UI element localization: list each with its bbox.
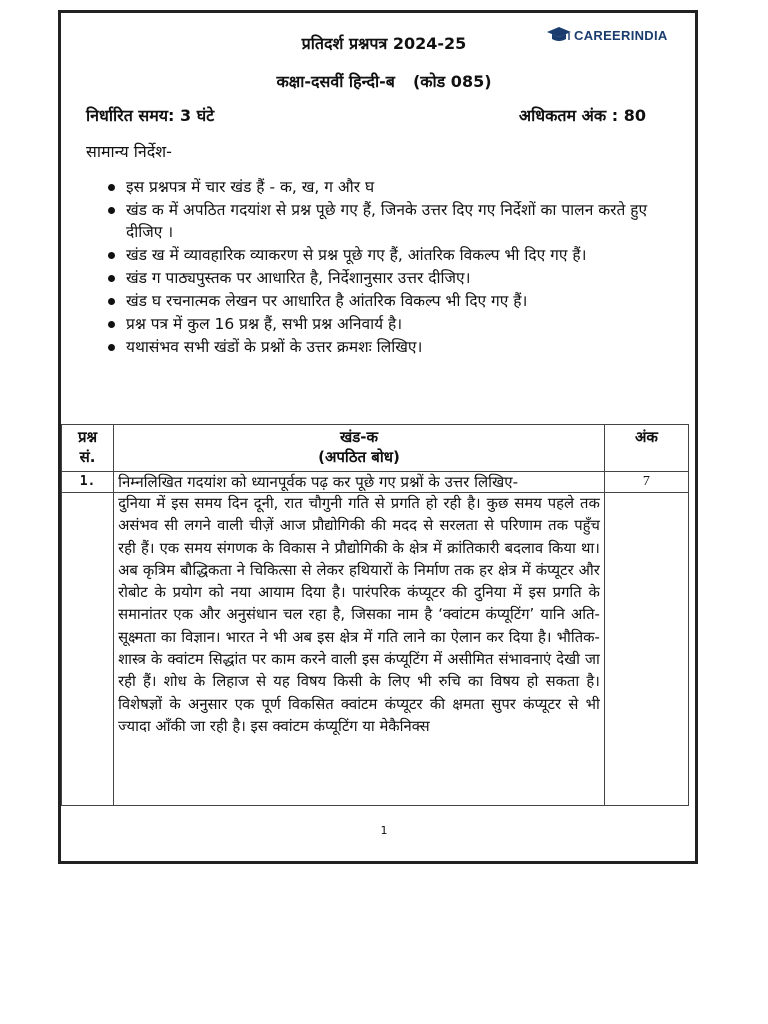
question-number: 1. — [62, 472, 114, 493]
passage-text: दुनिया में इस समय दिन दूनी, रात चौगुनी गति से प्रगति हो रही है। कुछ समय पहले तक असंभव सी लगने वाली चीज़ें आज प्रौद्योगिकी की मदद से सरलता से परिणाम तक पहुँच रही हैं। एक समय संगणक के विकास ने प्रौद्योगिकी के क्षेत्र में क्रांतिकारी बदलाव किया था। अब कृत्रिम बौद्धिकता ने चिकित्सा से लेकर हथियारों के निर्माण तक हर क्षेत्र में कंप्यूटर और रोबोट के प्रयोग को नया आयाम दिया है। पारंपरिक कंप्यूटर की दुनिया में इस प्रगति के समानांतर एक और अनुसंधान चल रहा है, जिसका नाम है ‘क्वांटम कंप्यूटिंग’ यानि अति-सूक्ष्मता का विज्ञान। भारत ने भी अब इस क्षेत्र में गति लाने का ऐलान कर दिया है। भौतिक-शास्त्र के क्वांटम सिद्धांत पर काम करने वाली इस कंप्यूटिंग में असीमित संभावनाएं देखी जा रही हैं। शोध के लिहाज से यह विषय किसी के लिए भी रुचि का विषय हो सकता है। विशेषज्ञों के अनुसार एक पूर्ण विकसित क्वांटम कंप्यूटर की क्षमता सुपर कंप्यूटर से भी ज्यादा आँकी जा रही है। इस क्वांटम कंप्यूटिंग या मेकैनिक्स — [114, 493, 605, 806]
section-subtitle: (अपठित बोध) — [318, 448, 400, 466]
general-instructions-heading: सामान्य निर्देश- — [86, 142, 172, 161]
table-row — [62, 493, 689, 806]
instruction-item: खंड ग पाठ्यपुस्तक पर आधारित है, निर्देशानुसार उत्तर दीजिए। — [106, 267, 654, 289]
empty-cell — [62, 493, 114, 806]
question-number-header-line1: प्रश्न — [77, 428, 98, 446]
instructions-list — [106, 176, 654, 359]
instruction-item: यथासंभव सभी खंडों के प्रश्नों के उत्तर क्रमशः लिखिए। — [106, 336, 654, 358]
question-table — [61, 424, 689, 806]
marks-header: अंक — [604, 425, 688, 472]
max-marks: अधिकतम अंक : 80 — [518, 106, 646, 125]
class-subject: कक्षा-दसवीं हिन्दी-ब — [276, 72, 395, 91]
page-number: 1 — [380, 824, 388, 837]
paper-title: प्रतिदर्श प्रश्नपत्र 2024-25 — [301, 34, 467, 53]
time-allowed: निर्धारित समय: 3 घंटे — [86, 106, 215, 125]
time-marks-row — [86, 104, 646, 126]
question-number-header — [62, 425, 114, 472]
question-text: निम्नलिखित गदयांश को ध्यानपूर्वक पढ़ कर पूछे गए प्रश्नों के उत्तर लिखिए- — [114, 472, 605, 493]
subject-code: (कोड 085) — [412, 72, 492, 91]
table-header-row — [62, 425, 689, 472]
section-title: खंड-क — [339, 428, 378, 446]
table-row — [62, 472, 689, 493]
section-header — [114, 425, 605, 472]
question-marks: 7 — [604, 472, 688, 493]
question-number-header-line2: सं. — [79, 448, 96, 466]
instruction-item: इस प्रश्नपत्र में चार खंड हैं - क, ख, ग और घ — [106, 176, 654, 198]
logo-text: CAREERINDIA — [574, 27, 668, 43]
instruction-item: प्रश्न पत्र में कुल 16 प्रश्न हैं, सभी प्रश्न अनिवार्य है। — [106, 313, 654, 335]
instruction-item: खंड ख में व्यावहारिक व्याकरण से प्रश्न पूछे गए हैं, आंतरिक विकल्प भी दिए गए हैं। — [106, 244, 654, 266]
empty-cell — [604, 493, 688, 806]
instruction-item: खंड घ रचनात्मक लेखन पर आधारित है आंतरिक विकल्प भी दिए गए हैं। — [106, 290, 654, 312]
instruction-item: खंड क में अपठित गदयांश से प्रश्न पूछे गए हैं, जिनके उत्तर दिए गए निर्देशों का पालन करते हुए दीजिए । — [106, 199, 654, 243]
class-subject-title — [0, 70, 768, 92]
